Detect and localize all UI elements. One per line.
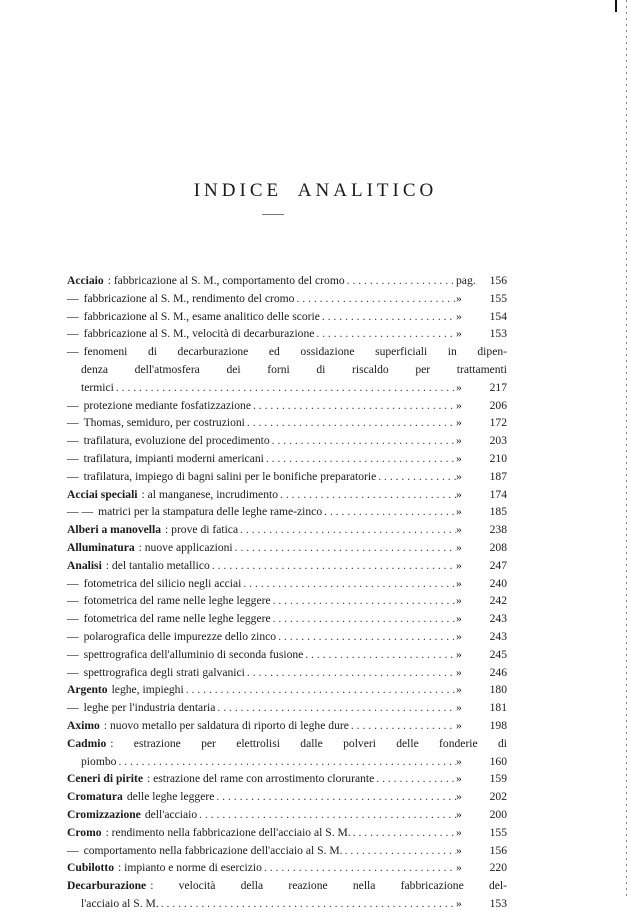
index-entry xyxy=(67,414,507,432)
dot-leader xyxy=(376,468,456,486)
index-entry xyxy=(67,788,507,806)
index-entry xyxy=(67,646,507,664)
dot-leader xyxy=(343,842,456,860)
page-ref-label: » xyxy=(456,487,462,501)
entry-description: leghe per l'industria dentaria xyxy=(83,701,216,715)
dot-leader xyxy=(210,557,456,575)
page-ref-label: » xyxy=(456,416,462,430)
page-number: 154 xyxy=(489,309,507,323)
dot-leader xyxy=(351,824,456,842)
entry-description: Thomas, semiduro, per costruzioni xyxy=(83,416,245,430)
title-divider xyxy=(262,214,284,215)
entry-text xyxy=(67,290,294,308)
page-number: 174 xyxy=(489,487,507,501)
entry-text xyxy=(67,557,210,575)
index-entry xyxy=(67,859,507,877)
page-number: 172 xyxy=(489,416,507,430)
page-number: 240 xyxy=(489,576,507,590)
page-ref-label: » xyxy=(456,683,462,697)
page-number: 155 xyxy=(489,291,507,305)
dot-leader xyxy=(214,788,456,806)
page-number: 153 xyxy=(489,896,507,910)
page-ref-label: » xyxy=(456,558,462,572)
dot-leader xyxy=(271,610,456,628)
entry-text xyxy=(67,379,114,397)
entry-description: fabbricazione al S. M., rendimento del cromo xyxy=(83,291,295,305)
entry-text xyxy=(67,877,507,895)
index-entry xyxy=(67,877,507,895)
entry-head: Analisi xyxy=(67,558,102,572)
entry-text xyxy=(67,628,276,646)
index-entry xyxy=(67,842,507,860)
page-number: 200 xyxy=(489,807,507,821)
page-number: 198 xyxy=(489,718,507,732)
page-number: 181 xyxy=(489,701,507,715)
dot-leader xyxy=(245,664,456,682)
entry-description: fabbricazione al S. M., esame analitico delle scorie xyxy=(83,309,320,323)
dot-leader xyxy=(271,592,456,610)
entry-text xyxy=(67,699,215,717)
index-entry xyxy=(67,308,507,326)
dot-leader xyxy=(345,272,456,290)
page-number: 210 xyxy=(489,451,507,465)
entry-text xyxy=(67,753,116,771)
entry-description: denza dell'atmosfera dei forni di riscaldo per trattamenti xyxy=(81,362,507,376)
index-entry xyxy=(67,539,507,557)
page-ref-label: » xyxy=(456,718,462,732)
index-entry xyxy=(67,699,507,717)
entry-description: fenomeni di decarburazione ed ossidazione superficiali in dipen- xyxy=(83,345,507,359)
index-entry xyxy=(67,681,507,699)
page-number: 208 xyxy=(489,540,507,554)
dot-leader xyxy=(374,770,456,788)
dot-leader xyxy=(238,521,456,539)
index-entry xyxy=(67,432,507,450)
page-ref-label: » xyxy=(456,594,462,608)
index-entry xyxy=(67,325,507,343)
entry-description: comportamento nella fabbricazione dell'acciaio al S. M. xyxy=(83,843,343,857)
page-ref-label: » xyxy=(456,861,462,875)
index-entry xyxy=(67,895,507,913)
index-entry xyxy=(67,557,507,575)
entry-dash: — xyxy=(67,665,79,679)
entry-description: : estrazione per elettrolisi dalle polveri delle fonderie di xyxy=(110,736,507,750)
entry-head: Argento xyxy=(67,683,108,697)
page-number: 243 xyxy=(489,629,507,643)
dot-leader xyxy=(303,646,456,664)
index-entry xyxy=(67,290,507,308)
dot-leader xyxy=(245,414,456,432)
page-number: 202 xyxy=(489,790,507,804)
entry-head: Cromo xyxy=(67,825,102,839)
entry-dash: — xyxy=(67,647,79,661)
entry-text xyxy=(67,664,245,682)
entry-text xyxy=(67,788,214,806)
index-entry xyxy=(67,397,507,415)
page-ref-label: pag. xyxy=(456,274,476,287)
dot-leader xyxy=(116,753,456,771)
entry-head: Cromizzazione xyxy=(67,807,141,821)
page-number: 203 xyxy=(489,434,507,448)
page-number: 180 xyxy=(489,683,507,697)
dot-leader xyxy=(294,290,456,308)
index-entry xyxy=(67,753,507,771)
entry-description: trafilatura, impiego di bagni salini per le bonifiche preparatorie xyxy=(83,469,377,483)
page-number: 217 xyxy=(489,380,507,394)
entry-head: Decarburazione xyxy=(67,879,147,893)
entry-description: piombo xyxy=(81,754,117,768)
entry-dash: — xyxy=(67,629,79,643)
entry-description: delle leghe leggere xyxy=(126,790,215,804)
entry-description: : impianto e norme di esercizio xyxy=(118,861,262,875)
entry-description: : nuove applicazioni xyxy=(138,540,233,554)
entry-head: Cromatura xyxy=(67,790,123,804)
index-entry xyxy=(67,770,507,788)
entry-text xyxy=(67,503,322,521)
entry-description: polarografica delle impurezze dello zinco xyxy=(83,629,277,643)
entry-text xyxy=(67,486,278,504)
entry-text xyxy=(67,770,374,788)
page-ref-label: » xyxy=(456,629,462,643)
index-entry xyxy=(67,361,507,379)
page-number: 243 xyxy=(489,612,507,626)
entry-head: Cadmio xyxy=(67,736,107,750)
entry-text xyxy=(67,272,345,290)
entry-text xyxy=(67,681,184,699)
entry-description: fotometrica del rame nelle leghe leggere xyxy=(83,594,271,608)
entry-dash: — xyxy=(67,398,79,412)
entry-text xyxy=(67,468,376,486)
entry-description: matrici per la stampatura delle leghe rame-zinco xyxy=(98,505,323,519)
entry-description: : del tantalio metallico xyxy=(105,558,210,572)
index-entry xyxy=(67,379,507,397)
dot-leader xyxy=(114,379,456,397)
page-ref-label: » xyxy=(456,505,462,519)
page-ref-label: » xyxy=(456,790,462,804)
page-ref-label: » xyxy=(456,327,462,341)
dot-leader xyxy=(314,325,456,343)
dot-leader xyxy=(197,806,456,824)
page-ref-label: » xyxy=(456,647,462,661)
page-number: 160 xyxy=(489,754,507,768)
dot-leader xyxy=(215,699,456,717)
entry-description: : velocità della reazione nella fabbricazione del- xyxy=(150,879,507,893)
entry-text xyxy=(67,414,245,432)
entry-text xyxy=(67,842,343,860)
dot-leader xyxy=(262,859,456,877)
page-ref-label: » xyxy=(456,434,462,448)
page-number: 155 xyxy=(489,825,507,839)
dot-leader xyxy=(320,308,456,326)
entry-description: termici xyxy=(81,380,114,394)
entry-head: Acciaio xyxy=(67,274,104,287)
entry-text xyxy=(67,521,238,539)
page-number: 245 xyxy=(489,647,507,661)
entry-head: Ceneri di pirite xyxy=(67,772,143,786)
entry-head: Alluminatura xyxy=(67,540,135,554)
dot-leader xyxy=(278,486,456,504)
entry-text xyxy=(67,859,262,877)
page-number: 246 xyxy=(489,665,507,679)
page-number: 156 xyxy=(489,274,507,287)
entry-description: : fabbricazione al S. M., comportamento del cromo xyxy=(107,274,345,287)
page-ref-label: » xyxy=(456,523,462,537)
dot-leader xyxy=(241,575,456,593)
entry-head: Acciai speciali xyxy=(67,487,138,501)
entry-dash: — xyxy=(67,451,79,465)
entry-text xyxy=(67,592,271,610)
entry-description: dell'acciaio xyxy=(144,807,198,821)
page-number: 156 xyxy=(489,843,507,857)
page-ref-label: » xyxy=(456,754,462,768)
entry-dash: — xyxy=(67,291,79,305)
entry-description: trafilatura, impianti moderni americani xyxy=(83,451,264,465)
page-ref-label: » xyxy=(456,540,462,554)
dot-leader xyxy=(322,503,456,521)
entry-text xyxy=(67,308,320,326)
entry-description: spettrografica dell'alluminio di seconda fusione xyxy=(83,647,304,661)
page-number: 185 xyxy=(489,505,507,519)
page-ref-label: » xyxy=(456,398,462,412)
page-number: 238 xyxy=(489,523,507,537)
entry-description: : prove di fatica xyxy=(165,523,239,537)
page-number: 187 xyxy=(489,469,507,483)
page-title: INDICE ANALITICO xyxy=(193,180,438,201)
entry-head: Cubilotto xyxy=(67,861,115,875)
page-ref-label: » xyxy=(456,291,462,305)
entry-text xyxy=(67,717,349,735)
entry-text xyxy=(67,824,351,842)
index-entries xyxy=(67,272,507,913)
entry-description: fabbricazione al S. M., velocità di decarburazione xyxy=(83,327,315,341)
entry-dash: — xyxy=(67,345,79,359)
entry-dash: — xyxy=(67,576,79,590)
entry-dash: — xyxy=(67,843,79,857)
entry-head: Alberi a manovella xyxy=(67,523,162,537)
page-number: 220 xyxy=(489,861,507,875)
entry-description: spettrografica degli strati galvanici xyxy=(83,665,245,679)
entry-text xyxy=(67,539,233,557)
index-entry xyxy=(67,486,507,504)
entry-description: : nuovo metallo per saldatura di riporto di leghe dure xyxy=(103,718,349,732)
index-entry xyxy=(67,717,507,735)
page-ref-label: » xyxy=(456,612,462,626)
entry-description: fotometrica del rame nelle leghe leggere xyxy=(83,612,271,626)
entry-text xyxy=(67,343,507,361)
entry-text xyxy=(67,895,159,913)
entry-dash: — xyxy=(67,416,79,430)
page-ref-label: » xyxy=(456,469,462,483)
dot-leader xyxy=(251,397,456,415)
entry-dash: — xyxy=(67,701,79,715)
index-entry xyxy=(67,628,507,646)
entry-text xyxy=(67,646,303,664)
entry-description: protezione mediante fosfatizzazione xyxy=(83,398,251,412)
entry-text xyxy=(67,325,314,343)
entry-description: trafilatura, evoluzione del procedimento xyxy=(83,434,270,448)
page-ref-label: » xyxy=(456,896,462,910)
entry-text xyxy=(67,361,507,379)
page-ref-label: » xyxy=(456,701,462,715)
entry-description: l'acciaio al S. M. xyxy=(81,896,159,910)
entry-dash: — xyxy=(67,434,79,448)
index-entry xyxy=(67,468,507,486)
page-ref-label: » xyxy=(456,451,462,465)
page-ref-label: » xyxy=(456,309,462,323)
page-number: 206 xyxy=(489,398,507,412)
index-entry xyxy=(67,521,507,539)
page-number: 247 xyxy=(489,558,507,572)
dot-leader xyxy=(349,717,456,735)
page-number: 153 xyxy=(489,327,507,341)
scan-edge-mark xyxy=(615,0,617,12)
page-ref-label: » xyxy=(456,772,462,786)
index-entry xyxy=(67,664,507,682)
entry-description: : rendimento nella fabbricazione dell'acciaio al S. M. xyxy=(105,825,351,839)
dot-leader xyxy=(276,628,456,646)
dot-leader xyxy=(264,450,456,468)
entry-head: Aximo xyxy=(67,718,100,732)
page-ref-label: » xyxy=(456,380,462,394)
entry-text xyxy=(67,610,271,628)
index-entry xyxy=(67,272,507,290)
entry-text xyxy=(67,806,197,824)
scan-edge-border xyxy=(626,0,627,900)
index-entry xyxy=(67,575,507,593)
entry-description: leghe, impieghi xyxy=(111,683,184,697)
page-ref-label: » xyxy=(456,825,462,839)
entry-dash: — xyxy=(67,594,79,608)
entry-description: fotometrica del silicio negli acciai xyxy=(83,576,242,590)
page-number: 159 xyxy=(489,772,507,786)
entry-dash: — xyxy=(67,612,79,626)
index-entry xyxy=(67,450,507,468)
index-entry xyxy=(67,806,507,824)
entry-dash: — — xyxy=(67,505,94,519)
dot-leader xyxy=(159,895,456,913)
dot-leader xyxy=(233,539,456,557)
dot-leader xyxy=(184,681,456,699)
dot-leader xyxy=(270,432,456,450)
entry-dash: — xyxy=(67,327,79,341)
index-entry xyxy=(67,343,507,361)
entry-text xyxy=(67,432,270,450)
page-number: 242 xyxy=(489,594,507,608)
page-ref-label: » xyxy=(456,843,462,857)
page-ref-label: » xyxy=(456,665,462,679)
index-entry xyxy=(67,610,507,628)
index-entry xyxy=(67,503,507,521)
index-entry xyxy=(67,824,507,842)
entry-text xyxy=(67,397,251,415)
entry-description: : estrazione del rame con arrostimento clorurante xyxy=(147,772,375,786)
entry-text xyxy=(67,735,507,753)
index-entry xyxy=(67,735,507,753)
page-ref-label: » xyxy=(456,807,462,821)
entry-text xyxy=(67,450,264,468)
entry-description: : al manganese, incrudimento xyxy=(141,487,279,501)
entry-dash: — xyxy=(67,469,79,483)
index-entry xyxy=(67,592,507,610)
entry-dash: — xyxy=(67,309,79,323)
page-ref-label: » xyxy=(456,576,462,590)
entry-text xyxy=(67,575,241,593)
